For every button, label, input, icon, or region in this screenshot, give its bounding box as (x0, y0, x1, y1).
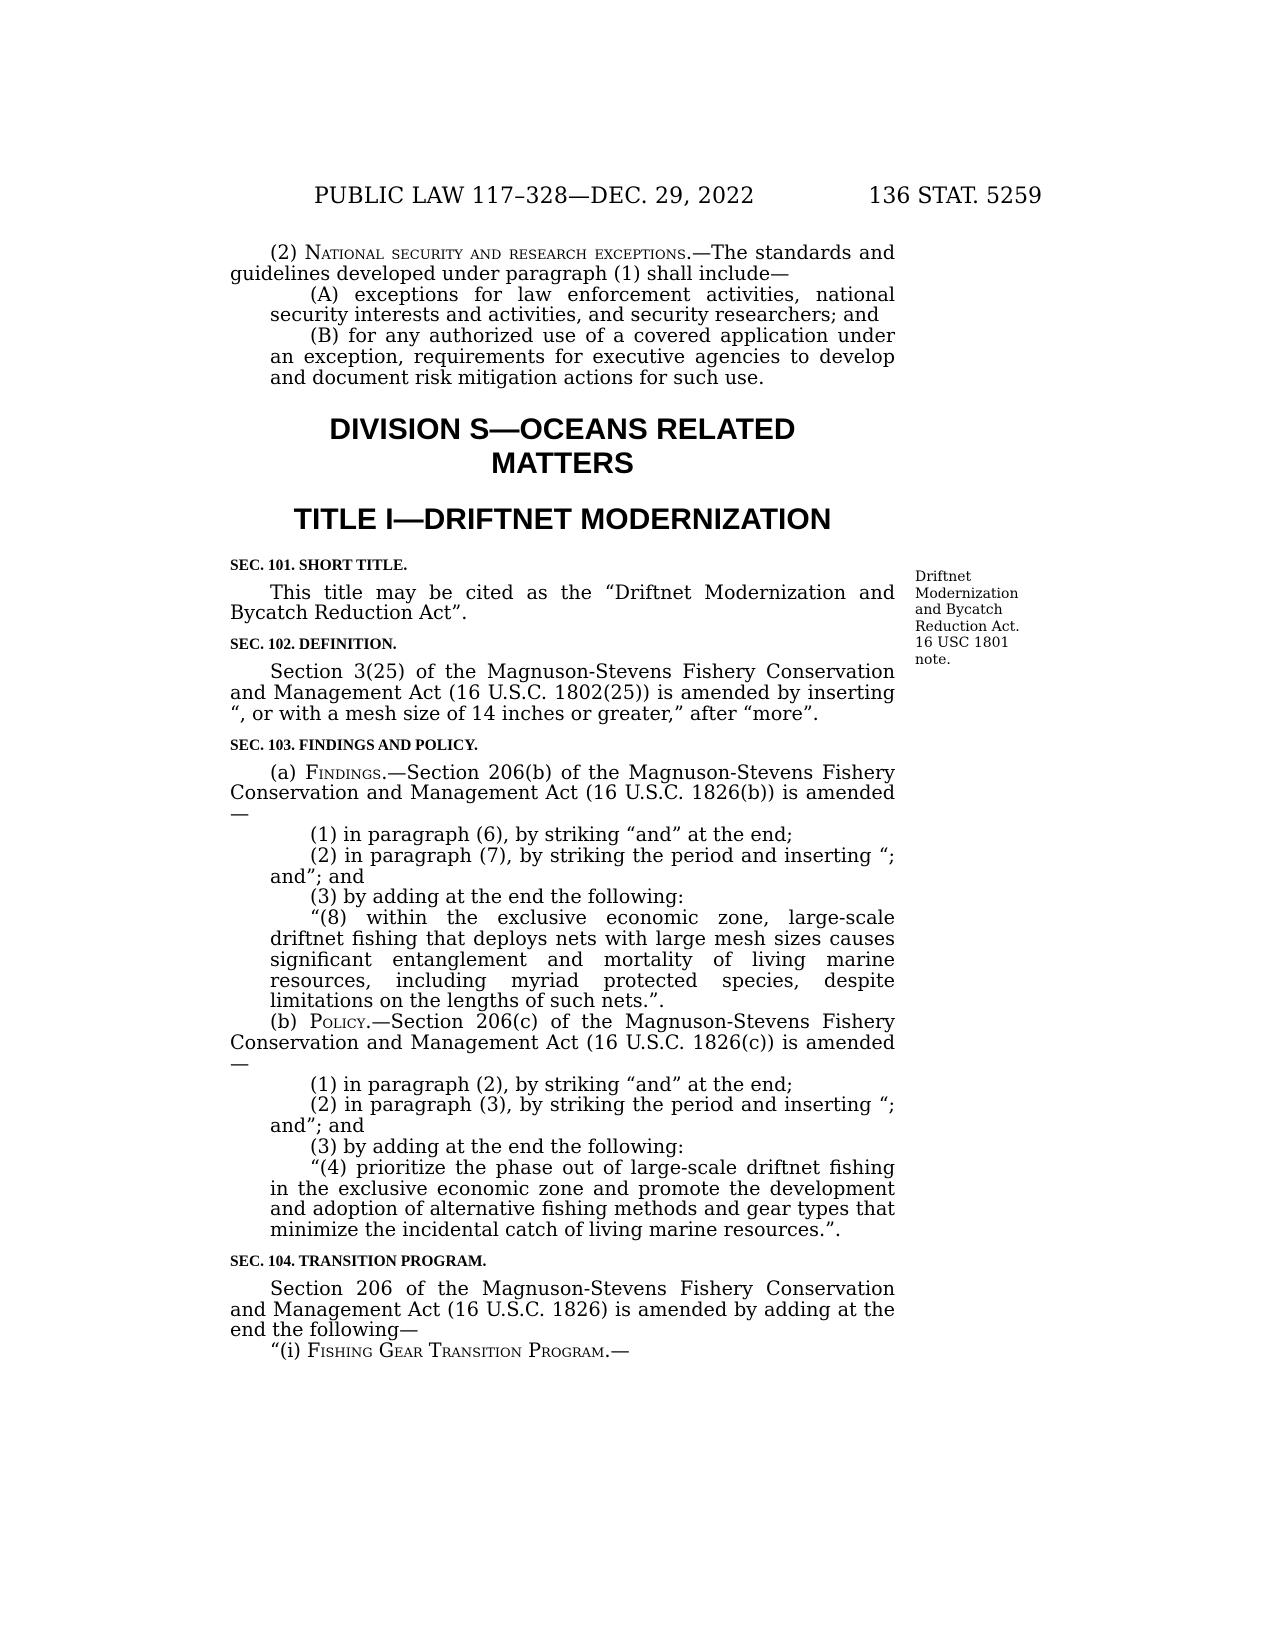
section-101-text: This title may be cited as the “Driftnet Modernization and Bycatch Reduction Act”. (230, 580, 895, 625)
clause-b2: (2) in paragraph (3), by striking the period and inserting “; and”; and (270, 1093, 895, 1138)
margin-note-line: and Bycatch (915, 602, 1003, 618)
section-104-heading: SEC. 104. TRANSITION PROGRAM. (230, 1252, 487, 1270)
section-104-text: Section 206 of the Magnuson-Stevens Fishery Conservation and Management Act (16 U.S.C. 1826) is amended by adding at the end the following— (230, 1276, 895, 1342)
clause-a8: “(8) within the exclusive economic zone, large-scale driftnet fishing that deploys nets with large mesh sizes causes significant entanglement and mortality of living marine resources, including myriad protected species, despite limitations on the lengths of such nets.”. (270, 906, 895, 1013)
subparagraph-b: (B) for any authorized use of a covered application under an exception, requirements for executive agencies to develop and document risk mitigation actions for such use. (270, 324, 895, 389)
subsection-i: “(i) Fishing Gear Transition Program.— (270, 1339, 630, 1363)
subparagraph-a: (A) exceptions for law enforcement activities, national security interests and activities, and security researchers; and (270, 282, 895, 327)
paragraph-heading: National security and research exceptions (304, 241, 686, 264)
margin-note-line: Modernization (915, 585, 1019, 602)
margin-note-line: note. (915, 651, 951, 668)
title-heading: TITLE I—DRIFTNET MODERNIZATION (293, 502, 832, 536)
running-title: PUBLIC LAW 117–328—DEC. 29, 2022 (314, 184, 755, 209)
clause-a2: (2) in paragraph (7), by striking the period and inserting “; and”; and (270, 843, 895, 888)
paragraph-2: (2) National security and research exceptions.—The standards and guidelines developed under paragraph (1) shall include— (230, 241, 895, 285)
margin-note (915, 569, 1035, 668)
clause-a1: (1) in paragraph (6), by striking “and” at the end; (310, 822, 793, 846)
clause-a3: (3) by adding at the end the following: (310, 885, 684, 909)
running-header (230, 184, 1042, 214)
subsection-heading: Policy (309, 1010, 366, 1034)
subsection-heading: Fishing Gear Transition Program (307, 1339, 605, 1363)
subsection-a: (a) Findings.—Section 206(b) of the Magnuson-Stevens Fishery Conservation and Management Act (16 U.S.C. 1826(b)) is amended— (230, 760, 895, 826)
subsection-heading: Findings (305, 760, 382, 784)
body-text (230, 243, 895, 1362)
stat-page-number: 136 STAT. 5259 (868, 184, 1042, 209)
section-102-text: Section 3(25) of the Magnuson-Stevens Fishery Conservation and Management Act (16 U.S.C. 1802(25)) is amended by inserting “, or with a mesh size of 14 inches or greater,” after “more”. (230, 660, 895, 725)
margin-note-line: Driftnet (915, 569, 972, 585)
section-101-heading: SEC. 101. SHORT TITLE. (230, 556, 408, 574)
section-102-heading: SEC. 102. DEFINITION. (230, 636, 397, 654)
subsection-b: (b) Policy.—Section 206(c) of the Magnuson-Stevens Fishery Conservation and Management Act (16 U.S.C. 1826(c)) is amended— (230, 1010, 896, 1075)
margin-note-line: 16 USC 1801 (915, 635, 1010, 651)
clause-b1: (1) in paragraph (2), by striking “and” at the end; (310, 1072, 793, 1096)
clause-b3: (3) by adding at the end the following: (310, 1134, 684, 1158)
clause-b4: “(4) prioritize the phase out of large-scale driftnet fishing in the exclusive economic zone and promote the development and adoption of alternative fishing methods and gear types that minimize the incidental catch of living marine resources.”. (270, 1155, 895, 1242)
margin-note-line: Reduction Act. (915, 618, 1020, 635)
section-103-heading: SEC. 103. FINDINGS AND POLICY. (230, 736, 478, 754)
division-heading: DIVISION S—OCEANS RELATED MATTERS (329, 412, 796, 480)
